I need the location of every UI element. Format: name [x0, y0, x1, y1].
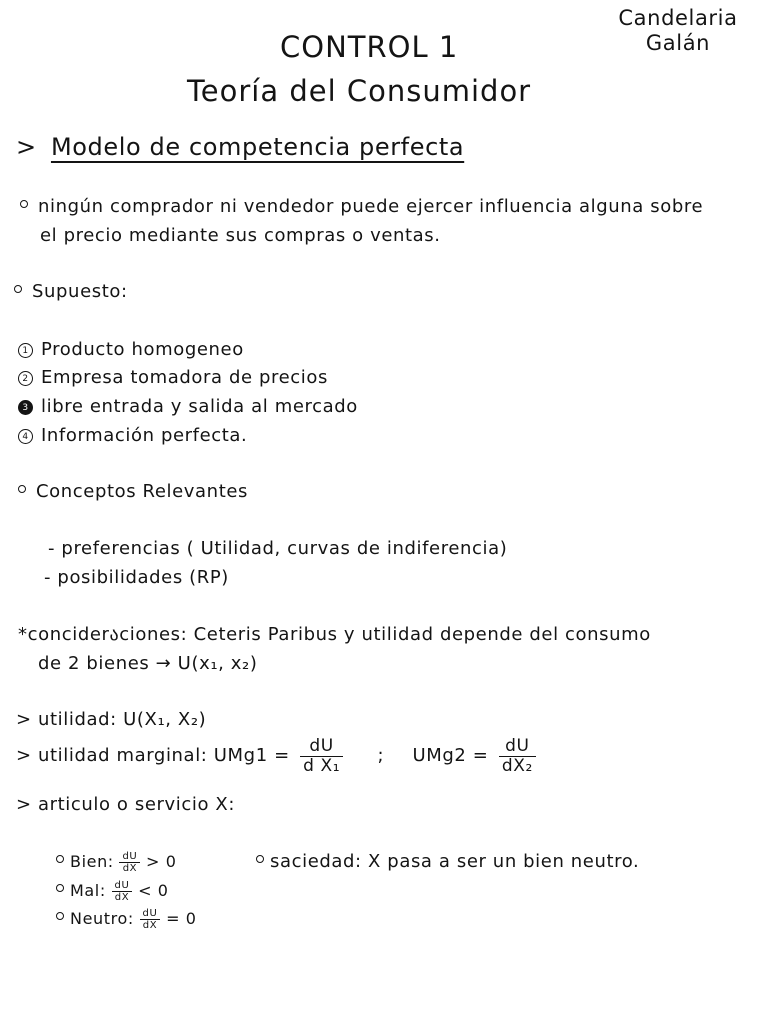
articulo-line: > articulo o servicio X: — [16, 794, 236, 815]
fraction-du-dx: $\frac{dU}{dX}$ — [119, 851, 140, 874]
heading-text: Modelo de competencia perfecta — [50, 133, 465, 161]
bullet-icon — [18, 485, 26, 493]
supuesto-item-4: 4 Información perfecta. — [18, 427, 247, 445]
fraction-umg1 — [300, 737, 343, 775]
author-name — [608, 8, 748, 54]
conceptos-item-1: - preferencias ( Utilidad, curvas de indiferencia) — [48, 538, 508, 559]
circled-number-4-icon: 4 — [18, 429, 33, 444]
bullet-icon — [256, 855, 264, 863]
conceptos-label: Conceptos Relevantes — [18, 483, 248, 501]
fraction-denominator: dX₂ — [501, 755, 533, 776]
supuesto-item-1: 1 Producto homogeneo — [18, 341, 244, 359]
marginal-label: > utilidad marginal: UMg1 = — [16, 745, 290, 767]
definition-line-2: el precio mediante sus compras o ventas. — [40, 225, 441, 246]
circled-number-3-icon: 3 — [18, 400, 33, 415]
consideraciones-line-2: de 2 bienes → U(x₁, x₂) — [38, 653, 258, 674]
umg2-label: UMg2 = — [412, 745, 489, 767]
utilidad-marginal-line — [16, 737, 536, 775]
fraction-umg2 — [499, 737, 536, 775]
bullet-icon — [56, 884, 64, 892]
type-neutro: Neutro: $\frac{dU}{dX}$ = 0 — [56, 908, 197, 931]
type-mal: Mal: $\frac{dU}{dX}$ < 0 — [56, 880, 169, 903]
conceptos-item-2: - posibilidades (RP) — [44, 567, 229, 588]
heading-marker: > — [16, 133, 37, 161]
author-last-name: Galán — [645, 31, 711, 55]
saciedad-note: saciedad: X pasa a ser un bien neutro. — [256, 853, 639, 871]
fraction-denominator: d X₁ — [303, 755, 341, 776]
fraction-numerator: dU — [499, 737, 536, 757]
page-subtitle: Teoría del Consumidor — [187, 74, 532, 108]
type-bien: Bien: $\frac{dU}{dX}$ > 0 — [56, 851, 177, 874]
page-title: CONTROL 1 — [280, 30, 459, 64]
utilidad-line: > utilidad: U(X₁, X₂) — [16, 709, 207, 730]
bullet-icon — [56, 912, 64, 920]
author-first-name: Candelaria — [618, 6, 738, 30]
fraction-du-dx: $\frac{dU}{dX}$ — [112, 880, 133, 903]
circled-number-1-icon: 1 — [18, 343, 33, 358]
separator: ; — [377, 745, 385, 767]
circled-number-2-icon: 2 — [18, 371, 33, 386]
supuesto-item-3: 3 libre entrada y salida al mercado — [18, 398, 358, 416]
fraction-numerator: dU — [300, 737, 343, 757]
bullet-icon — [20, 200, 28, 208]
supuesto-item-2: 2 Empresa tomadora de precios — [18, 369, 328, 387]
supuesto-label: Supuesto: — [14, 283, 128, 301]
fraction-du-dx: $\frac{dU}{dX}$ — [140, 908, 161, 931]
consideraciones-line-1: *conciderაciones: Ceteris Paribus y utilidad depende del consumo — [18, 624, 651, 645]
bullet-icon — [56, 855, 64, 863]
bullet-icon — [14, 285, 22, 293]
definition-line-1: ningún comprador ni vendedor puede ejercer influencia alguna sobre — [20, 198, 703, 216]
section-heading — [16, 135, 464, 159]
